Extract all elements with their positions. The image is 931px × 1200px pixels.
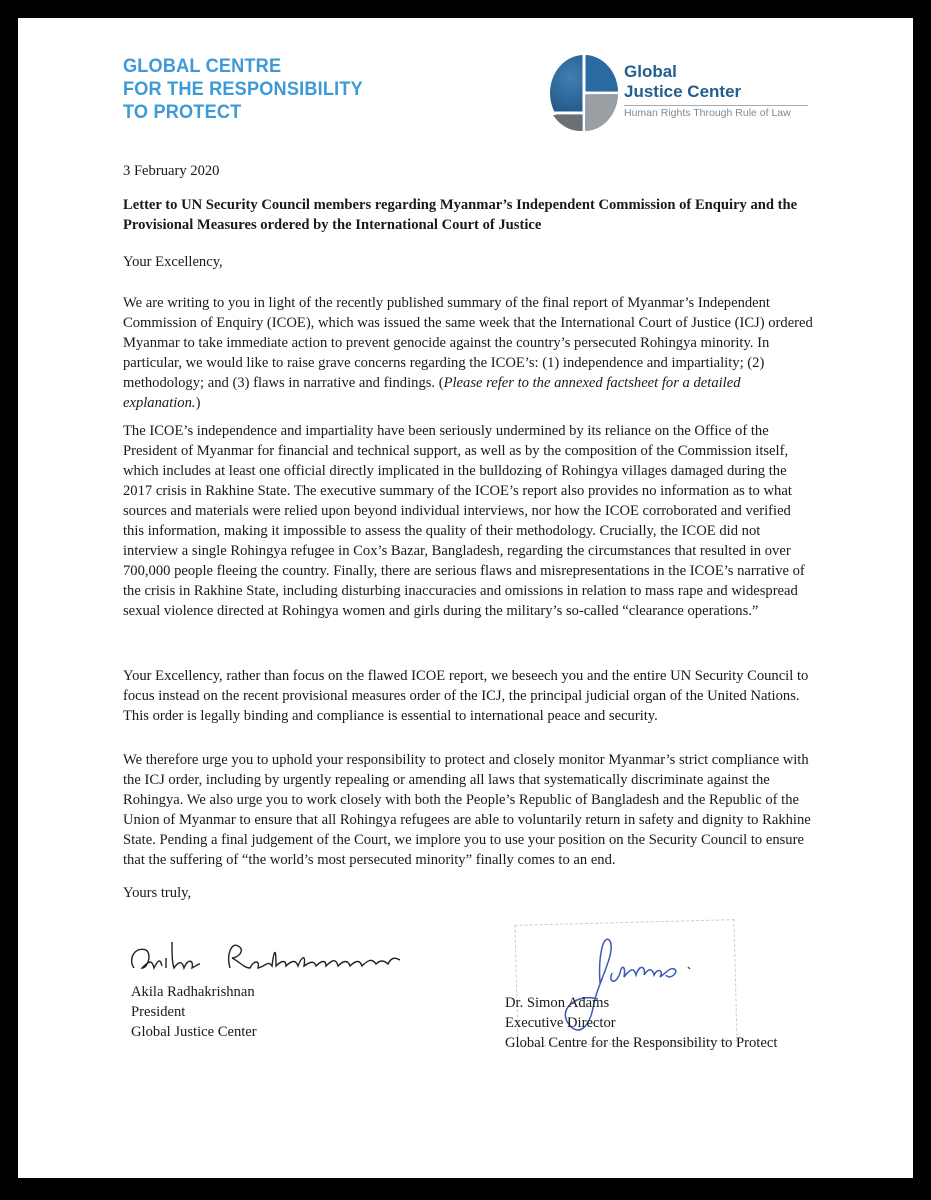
signatory-org: Global Centre for the Responsibility to Protect (505, 1035, 778, 1051)
paragraph-4: We therefore urge you to uphold your responsibility to protect and closely monitor Myanmar’s strict compliance with the ICJ order, including by urgently repealing or amending all laws that systematically discriminate against the Rohingya. We also urge you to work closely with both the People’s Republic of Bangladesh and the Republic of the Union of Myanmar to ensure that all Rohingya refugees are able to voluntarily return in safety and dignity to Rakhine State. Pending a final judgement of the Court, we implore you to use your position on the Security Council to ensure that the suffering of “the world’s most persecuted minority” finally comes to an end. (123, 752, 811, 868)
letter-title: Letter to UN Security Council members regarding Myanmar’s Independent Commission of Enquiry and the Provisional Measures ordered by the International Court of Justice (123, 197, 798, 233)
paragraph-text: ) (195, 395, 201, 411)
logo-divider (624, 105, 808, 106)
signature-akila-radhakrishnan (126, 930, 426, 980)
signatory-title: Executive Director (505, 1015, 616, 1031)
logo-line: Global (624, 62, 677, 81)
paragraph-3: Your Excellency, rather than focus on the flawed ICOE report, we beseech you and the entire UN Security Council to focus instead on the recent provisional measures order of the ICJ, the principal judicial organ of the United Nations. This order is legally binding and compliance is essential to international peace and security. (123, 668, 809, 724)
logo-line: TO PROTECT (123, 101, 242, 123)
signatory-2 (505, 993, 777, 1053)
signatory-name: Akila Radhakrishnan (131, 984, 255, 1000)
letter-page (18, 18, 913, 1178)
closing: Yours truly, (123, 885, 192, 901)
signatory-org: Global Justice Center (131, 1024, 257, 1040)
logo-line: Justice Center (624, 82, 742, 101)
paragraph-text: We are writing to you in light of the recently published summary of the final report of Myanmar’s Independent Commission of Enquiry (ICOE), which was issued the same week that the International Court of Justice (ICJ) ordered Myanmar to take immediate action to prevent genocide against the country’s persecuted Rohingya minority. In particular, we would like to raise grave concerns regarding the ICOE’s: (1) independence and impartiality; (2) methodology; and (3) flaws in narrative and findings. ( (123, 295, 813, 391)
salutation: Your Excellency, (123, 254, 223, 270)
factsheet-note: Please refer to the annexed factsheet for a detailed explanation. (123, 375, 741, 411)
gjc-logo-name (624, 62, 741, 102)
gjc-globe-icon (548, 53, 620, 133)
gcr2p-logo (123, 55, 363, 124)
signatory-title: President (131, 1004, 186, 1020)
letter-date: 3 February 2020 (123, 163, 220, 179)
signatory-1 (131, 982, 257, 1042)
paragraph-1 (123, 293, 813, 413)
paragraph-2: The ICOE’s independence and impartiality have been seriously undermined by its reliance on the Office of the President of Myanmar for financial and technical support, as well as by the composition of the Commission itself, which includes at least one official directly implicated in the bulldozing of Rohingya villages damaged during the 2017 crisis in Rakhine State. The executive summary of the ICOE’s report also provides no information as to what sources and materials were relied upon beyond individual interviews, nor how the ICOE corroborated and verified this information, making it impossible to assess the quality of their methodology. Crucially, the ICOE did not interview a single Rohingya refugee in Cox’s Bazar, Bangladesh, regarding the circumstances that resulted in over 700,000 people fleeing the country. Finally, there are serious flaws and misrepresentations in the ICOE’s narrative of the crisis in Rakhine State, including disturbing inaccuracies and omissions in relation to mass rape and widespread sexual violence directed at Rohingya women and girls during the military’s so-called “clearance operations.” (123, 423, 805, 619)
logo-line: FOR THE RESPONSIBILITY (123, 78, 363, 100)
logo-line: GLOBAL CENTRE (123, 55, 282, 77)
signatory-name: Dr. Simon Adams (505, 995, 610, 1011)
gjc-tagline: Human Rights Through Rule of Law (624, 107, 791, 119)
